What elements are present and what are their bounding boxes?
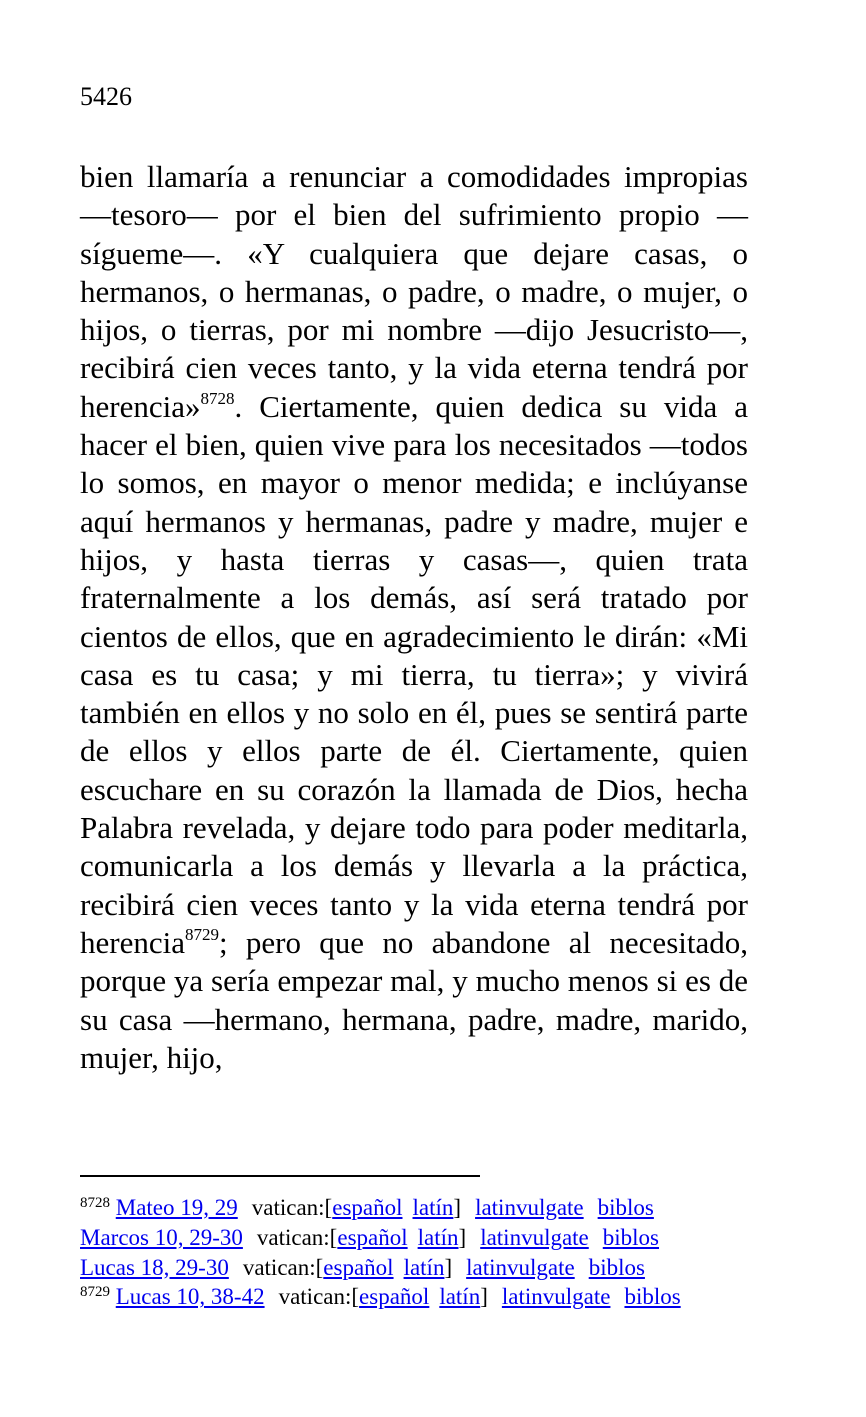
footnote-line (80, 1193, 770, 1223)
bible-ref-link[interactable]: Lucas 10, 38-42 (115, 1284, 265, 1310)
latin-link[interactable]: latín (439, 1284, 481, 1310)
footnote-line (80, 1253, 770, 1283)
footnote-number: 8728 (80, 1195, 110, 1211)
vatican-suffix: ] (480, 1284, 488, 1310)
latin-link[interactable]: latín (403, 1254, 445, 1280)
footnote-divider (80, 1175, 480, 1177)
latinvulgate-link[interactable]: latinvulgate (480, 1224, 589, 1250)
latinvulgate-link[interactable]: latinvulgate (475, 1195, 584, 1220)
body-text-part-1: bien llamaría a renunciar a comodidades impropias —tesoro— por el bien del sufrimiento propio —sígueme—. «Y cualquiera que dejare casas, o hermanos, o hermanas, o padre, o madre, o mujer, o hijos, o tierras, por mi nombre —dijo Jesucristo—, recibirá cien veces tanto, y la vida eterna tendrá por herencia» (80, 159, 748, 424)
body-text-part-3: ; pero que no abandone al necesitado, porque ya sería empezar mal, y mucho menos si es de su casa —hermano, hermana, padre, madre, marido, mujer, hijo, (80, 924, 748, 1075)
espanol-link[interactable]: español (332, 1195, 403, 1220)
footnotes (80, 1193, 770, 1312)
vatican-suffix: ] (453, 1195, 462, 1220)
biblos-link[interactable]: biblos (624, 1284, 681, 1310)
vatican-prefix: vatican:[ (251, 1195, 333, 1220)
footnote-ref-8728[interactable]: 8728 (200, 388, 235, 408)
vatican-suffix: ] (444, 1254, 453, 1280)
latin-link[interactable]: latín (417, 1224, 459, 1250)
vatican-suffix: ] (458, 1224, 467, 1250)
body-text-part-2: . Ciertamente, quien dedica su vida a hacer el bien, quien vive para los necesitados —todos lo somos, en mayor o menor medida; e inclúyanse aquí hermanos y hermanas, padre y madre, mujer e hijos, y hasta tierras y casas—, quien trata fraternalmente a los demás, así será tratado por cientos de ellos, que en agradecimiento le dirán: «Mi casa es tu casa; y mi tierra, tu tierra»; y vivirá también en ellos y no solo en él, pues se sentirá parte de ellos y ellos parte de él. Ciertamente, quien escuchare en su corazón la llamada de Dios, hecha Palabra revelada, y dejare todo para poder meditarla, comunicarla a los demás y llevarla a la práctica, recibirá cien veces tanto y la vida eterna tendrá por herencia (80, 388, 748, 960)
espanol-link[interactable]: español (337, 1224, 408, 1250)
biblos-link[interactable]: biblos (602, 1224, 659, 1250)
vatican-prefix: vatican:[ (256, 1224, 338, 1250)
bible-ref-link[interactable]: Marcos 10, 29-30 (80, 1224, 243, 1250)
footnote-line (80, 1223, 770, 1253)
biblos-link[interactable]: biblos (588, 1254, 645, 1280)
page-number: 5426 (80, 82, 132, 111)
vatican-prefix: vatican:[ (278, 1284, 360, 1310)
latin-link[interactable]: latín (412, 1195, 454, 1220)
footnote-number: 8729 (80, 1284, 110, 1301)
vatican-prefix: vatican:[ (242, 1254, 324, 1280)
bible-ref-link[interactable]: Mateo 19, 29 (115, 1195, 238, 1220)
bible-ref-link[interactable]: Lucas 18, 29-30 (80, 1254, 229, 1280)
espanol-link[interactable]: español (323, 1254, 394, 1280)
footnote-line (80, 1282, 770, 1312)
latinvulgate-link[interactable]: latinvulgate (501, 1284, 611, 1310)
footnote-ref-8729[interactable]: 8729 (184, 924, 219, 944)
espanol-link[interactable]: español (359, 1284, 430, 1310)
body-paragraph (80, 158, 748, 1077)
biblos-link[interactable]: biblos (597, 1195, 654, 1220)
latinvulgate-link[interactable]: latinvulgate (466, 1254, 575, 1280)
